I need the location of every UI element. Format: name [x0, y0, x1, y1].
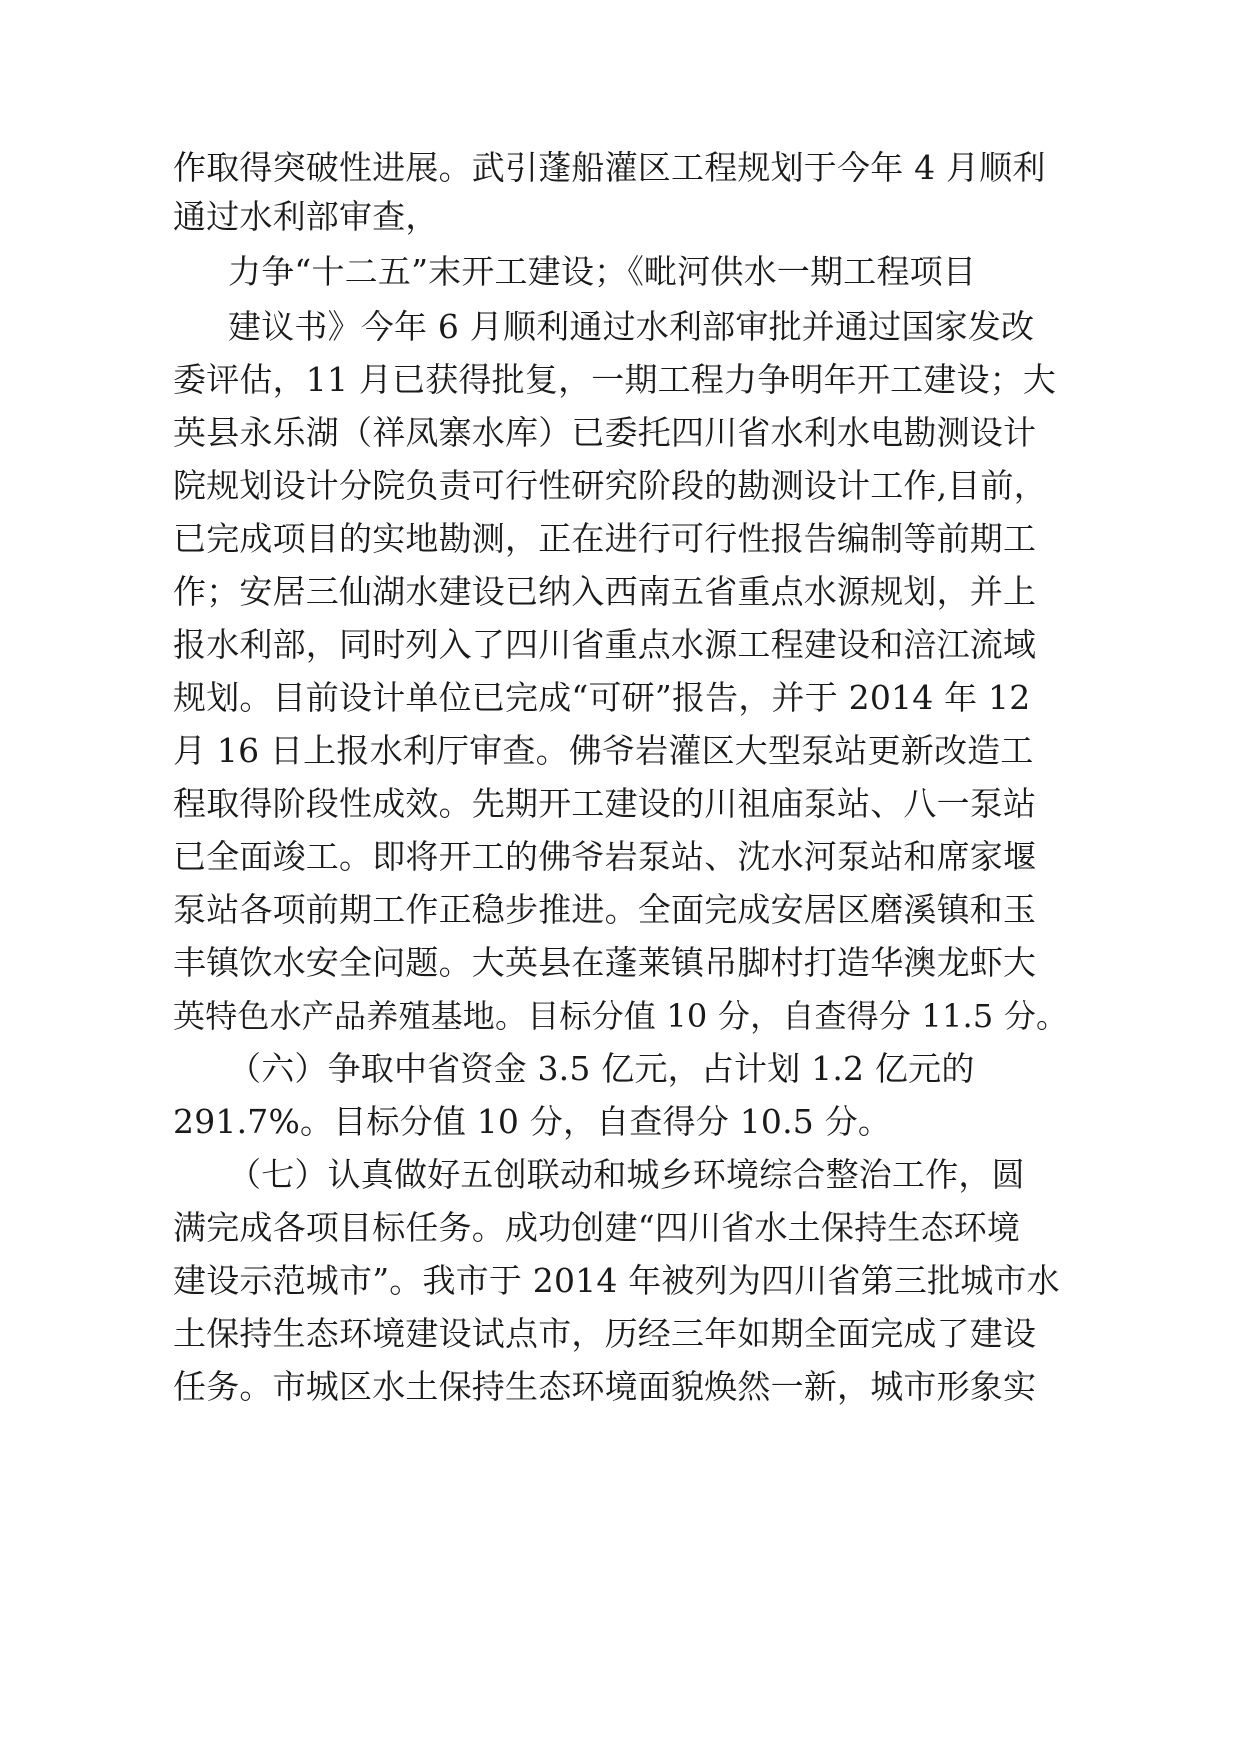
text-line: 泵站各项前期工作正稳步推进。全面完成安居区磨溪镇和玉 [173, 890, 1037, 929]
text-line: 报水利部，同时列入了四川省重点水源工程建设和涪江流域 [173, 625, 1037, 664]
text-line: 作；安居三仙湖水建设已纳入西南五省重点水源规划，并上 [173, 572, 1037, 611]
text-line: 作取得突破性进展。武引蓬船灌区工程规划于今年 4 月顺利 [173, 148, 1046, 187]
text-line: 力争“十二五”末开工建设；《毗河供水一期工程项目 [228, 252, 977, 291]
text-line: 已完成项目的实地勘测，正在进行可行性报告编制等前期工 [173, 519, 1037, 558]
text-line: 任务。市城区水土保持生态环境面貌焕然一新，城市形象实 [173, 1367, 1037, 1406]
text-line: 院规划设计分院负责可行性研究阶段的勘测设计工作,目前， [173, 466, 1047, 505]
text-line: （七）认真做好五创联动和城乡环境综合整治工作，圆 [228, 1155, 1025, 1194]
text-line: 丰镇饮水安全问题。大英县在蓬莱镇吊脚村打造华澳龙虾大 [173, 943, 1037, 982]
text-line: 英县永乐湖（祥凤寨水库）已委托四川省水利水电勘测设计 [173, 413, 1037, 452]
text-line: 英特色水产品养殖基地。目标分值 10 分，自查得分 11.5 分。 [173, 997, 1069, 1035]
text-line: （六）争取中省资金 3.5 亿元，占计划 1.2 亿元的 [228, 1049, 975, 1088]
text-line: 程取得阶段性成效。先期开工建设的川祖庙泵站、八一泵站 [173, 784, 1037, 823]
text-line: 已全面竣工。即将开工的佛爷岩泵站、沈水河泵站和席家堰 [173, 837, 1037, 876]
text-line: 土保持生态环境建设试点市，历经三年如期全面完成了建设 [173, 1314, 1037, 1353]
text-line: 月 16 日上报水利厅审查。佛爷岩灌区大型泵站更新改造工 [173, 731, 1034, 770]
text-line: 通过水利部审查， [173, 197, 439, 236]
text-line: 规划。目前设计单位已完成“可研”报告，并于 2014 年 12 [173, 678, 1031, 717]
text-line: 满完成各项目标任务。成功创建“四川省水土保持生态环境 [173, 1208, 1021, 1247]
text-line: 委评估，11 月已获得批复，一期工程力争明年开工建设；大 [173, 360, 1057, 399]
text-line: 建议书》今年 6 月顺利通过水利部审批并通过国家发改 [228, 307, 1035, 346]
text-line: 291.7%。目标分值 10 分，自查得分 10.5 分。 [173, 1102, 892, 1141]
text-line: 建设示范城市”。我市于 2014 年被列为四川省第三批城市水 [173, 1261, 1060, 1300]
